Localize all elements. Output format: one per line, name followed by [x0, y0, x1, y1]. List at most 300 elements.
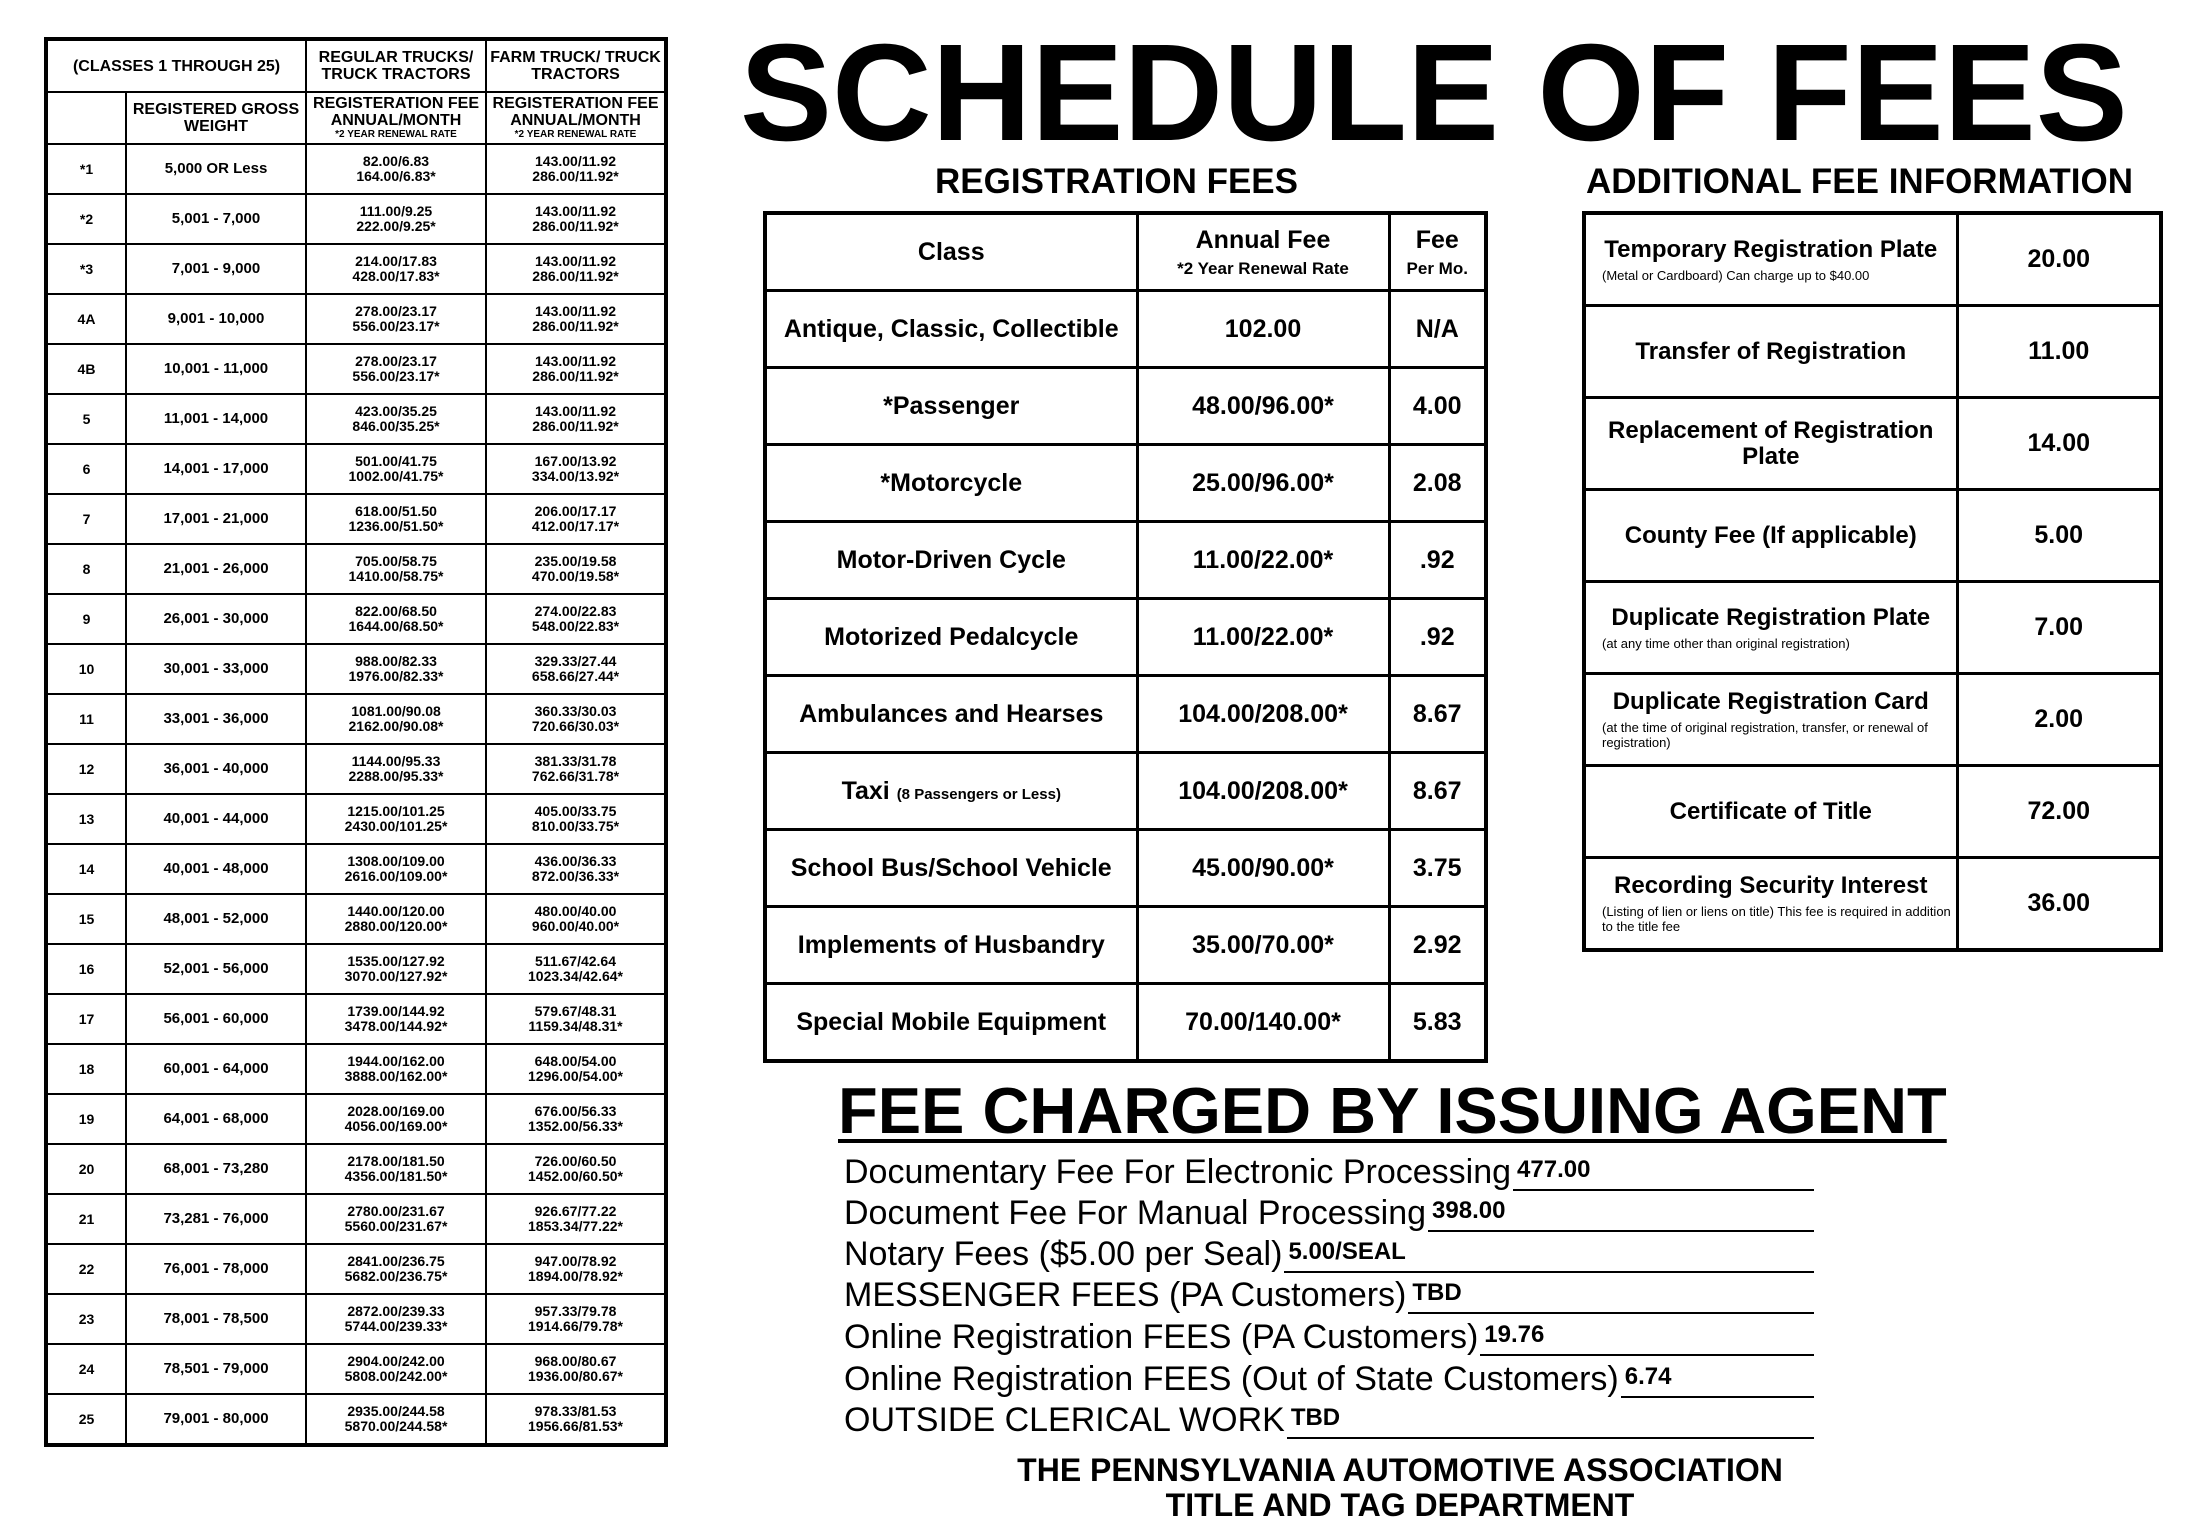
farm-renewal-rate: 720.66/30.03*: [531, 718, 620, 734]
regular-annual-month: 1308.00/109.00: [347, 853, 445, 869]
additional-fee-row: [1584, 858, 2161, 951]
regular-renewal-rate: 1644.00/68.50*: [348, 618, 444, 634]
additional-fee-label: Temporary Registration Plate: [1604, 235, 1938, 263]
agent-fee-underline: [1480, 1354, 1814, 1356]
truck-class-cell: 8: [46, 544, 126, 594]
farm-annual-month: 329.33/27.44: [534, 653, 617, 669]
reg-class-cell: [765, 445, 1137, 522]
reg-class-cell: [765, 753, 1137, 830]
truck-regular-fee-cell: [306, 844, 486, 894]
farm-annual-month: 648.00/54.00: [534, 1053, 617, 1069]
truck-regular-fee-cell: [306, 894, 486, 944]
truck-weight-cell: 64,001 - 68,000: [126, 1094, 306, 1144]
regular-renewal-rate: 4356.00/181.50*: [344, 1168, 448, 1184]
truck-farm-fee-cell: [486, 144, 666, 194]
reg-header-class: Class: [765, 213, 1137, 291]
farm-renewal-rate: 1936.00/80.67*: [528, 1368, 623, 1384]
agent-fee-line: [844, 1153, 1944, 1193]
reg-header-fee-sub: Per Mo.: [1406, 258, 1468, 278]
truck-weight-cell: 5,000 OR Less: [126, 144, 306, 194]
farm-annual-month: 926.67/77.22: [534, 1203, 617, 1219]
truck-farm-fee-cell: [486, 594, 666, 644]
reg-class-label: Ambulances and Hearses: [799, 699, 1104, 728]
farm-renewal-rate: 548.00/22.83*: [531, 618, 620, 634]
regular-annual-month: 278.00/23.17: [355, 303, 437, 319]
farm-renewal-rate: 286.00/11.92*: [532, 418, 619, 434]
regular-annual-month: 705.00/58.75: [355, 553, 437, 569]
reg-monthly-cell: 4.00: [1389, 368, 1486, 445]
reg-class-cell: [765, 368, 1137, 445]
truck-regular-fee-cell: [306, 694, 486, 744]
agent-fee-value: 6.74: [1624, 1363, 1672, 1390]
truck-regular-fee-cell: [306, 1144, 486, 1194]
truck-table-row: [46, 794, 666, 844]
registration-row: [765, 522, 1486, 599]
farm-annual-month: 579.67/48.31: [534, 1003, 617, 1019]
truck-farm-fee-cell: [486, 944, 666, 994]
truck-table-row: [46, 194, 666, 244]
additional-fee-value: 14.00: [1957, 398, 2161, 490]
registration-fees-heading: REGISTRATION FEES: [935, 162, 1298, 201]
additional-fee-label: Certificate of Title: [1669, 797, 1872, 825]
regular-annual-month: 2178.00/181.50: [347, 1153, 445, 1169]
truck-weight-cell: 78,001 - 78,500: [126, 1294, 306, 1344]
truck-farm-fee-cell: [486, 294, 666, 344]
reg-monthly-cell: 8.67: [1389, 753, 1486, 830]
registration-row: [765, 753, 1486, 830]
regular-renewal-rate: 556.00/23.17*: [352, 368, 440, 384]
truck-regular-fee-cell: [306, 644, 486, 694]
truck-fee-table: [44, 37, 668, 1447]
registration-row: [765, 445, 1486, 522]
farm-annual-month: 381.33/31.78: [534, 753, 617, 769]
truck-class-cell: 12: [46, 744, 126, 794]
regular-annual-month: 618.00/51.50: [355, 503, 437, 519]
registration-row: [765, 907, 1486, 984]
truck-class-cell: 4B: [46, 344, 126, 394]
truck-class-cell: 14: [46, 844, 126, 894]
agent-fee-line: [844, 1401, 1944, 1441]
farm-annual-month: 143.00/11.92: [535, 303, 616, 319]
truck-weight-cell: 14,001 - 17,000: [126, 444, 306, 494]
truck-subheader-weight: REGISTERED GROSS WEIGHT: [126, 92, 306, 144]
additional-fee-label: Duplicate Registration Plate: [1611, 603, 1931, 631]
truck-farm-fee-cell: [486, 1344, 666, 1394]
regular-renewal-rate: 1410.00/58.75*: [348, 568, 444, 584]
truck-table-row: [46, 344, 666, 394]
reg-annual-cell: 11.00/22.00*: [1137, 522, 1389, 599]
truck-farm-fee-cell: [486, 1194, 666, 1244]
reg-monthly-cell: 8.67: [1389, 676, 1486, 753]
farm-renewal-rate: 470.00/19.58*: [531, 568, 620, 584]
reg-class-cell: [765, 907, 1137, 984]
reg-class-label: Implements of Husbandry: [797, 930, 1105, 959]
truck-regular-fee-cell: [306, 294, 486, 344]
truck-table-row: [46, 494, 666, 544]
regular-renewal-rate: 2288.00/95.33*: [348, 768, 444, 784]
truck-weight-cell: 68,001 - 73,280: [126, 1144, 306, 1194]
truck-class-cell: 4A: [46, 294, 126, 344]
truck-regular-fee-cell: [306, 1344, 486, 1394]
agent-fee-line: [844, 1235, 1944, 1275]
farm-renewal-rate: 1956.66/81.53*: [528, 1418, 623, 1434]
agent-fee-value: 477.00: [1517, 1156, 1591, 1183]
reg-annual-cell: 45.00/90.00*: [1137, 830, 1389, 907]
truck-regular-fee-cell: [306, 994, 486, 1044]
truck-regular-fee-cell: [306, 1094, 486, 1144]
additional-fee-label-cell: [1584, 766, 1957, 858]
truck-subheader-empty: [46, 92, 126, 144]
truck-table-row: [46, 694, 666, 744]
truck-class-cell: 22: [46, 1244, 126, 1294]
farm-annual-month: 143.00/11.92: [535, 153, 616, 169]
truck-regular-fee-cell: [306, 1244, 486, 1294]
truck-table-row: [46, 994, 666, 1044]
truck-table-row: [46, 1044, 666, 1094]
registration-fees-table: [763, 211, 1488, 1063]
issuing-agent-heading: FEE CHARGED BY ISSUING AGENT: [838, 1074, 1947, 1147]
regular-renewal-rate: 846.00/35.25*: [352, 418, 440, 434]
truck-subheader-renewal-label: *2 YEAR RENEWAL RATE: [335, 129, 457, 140]
regular-annual-month: 1144.00/95.33: [351, 753, 441, 769]
truck-table-row: [46, 1244, 666, 1294]
farm-renewal-rate: 412.00/17.17*: [531, 518, 620, 534]
truck-farm-fee-cell: [486, 444, 666, 494]
truck-class-cell: *3: [46, 244, 126, 294]
truck-farm-fee-cell: [486, 494, 666, 544]
truck-weight-cell: 5,001 - 7,000: [126, 194, 306, 244]
farm-renewal-rate: 1452.00/60.50*: [528, 1168, 623, 1184]
additional-fee-label: Duplicate Registration Card: [1612, 688, 1929, 715]
truck-subheader-regular-fee: [306, 92, 486, 144]
truck-class-cell: 18: [46, 1044, 126, 1094]
farm-renewal-rate: 658.66/27.44*: [531, 668, 620, 684]
agent-fee-underline: [1513, 1189, 1814, 1191]
registration-row: [765, 291, 1486, 368]
additional-fee-row: [1584, 766, 2161, 858]
reg-class-cell: [765, 522, 1137, 599]
reg-class-label: Motor-Driven Cycle: [836, 545, 1066, 574]
truck-weight-cell: 73,281 - 76,000: [126, 1194, 306, 1244]
regular-annual-month: 111.00/9.25: [359, 203, 433, 219]
regular-annual-month: 2780.00/231.67: [347, 1203, 445, 1219]
additional-fee-note: (Listing of lien or liens on title) This fee is required in addition to the title fee: [1602, 904, 1951, 934]
farm-renewal-rate: 1023.34/42.64*: [528, 968, 623, 984]
truck-class-cell: 6: [46, 444, 126, 494]
agent-fee-label: Online Registration FEES (Out of State Customers): [844, 1360, 1619, 1398]
truck-regular-fee-cell: [306, 394, 486, 444]
truck-regular-fee-cell: [306, 1294, 486, 1344]
regular-renewal-rate: 556.00/23.17*: [352, 318, 440, 334]
reg-annual-cell: 11.00/22.00*: [1137, 599, 1389, 676]
truck-farm-fee-cell: [486, 344, 666, 394]
truck-table-row: [46, 1344, 666, 1394]
truck-weight-cell: 30,001 - 33,000: [126, 644, 306, 694]
reg-annual-cell: 104.00/208.00*: [1137, 753, 1389, 830]
additional-fee-row: [1584, 674, 2161, 766]
agent-fee-value: TBD: [1290, 1404, 1341, 1431]
truck-regular-fee-cell: [306, 1194, 486, 1244]
farm-annual-month: 143.00/11.92: [535, 403, 616, 419]
truck-weight-cell: 7,001 - 9,000: [126, 244, 306, 294]
farm-renewal-rate: 762.66/31.78*: [531, 768, 620, 784]
registration-row: [765, 368, 1486, 445]
truck-header-farm: FARM TRUCK/ TRUCK TRACTORS: [486, 39, 666, 92]
additional-fee-row: [1584, 213, 2161, 306]
reg-class-label: Special Mobile Equipment: [796, 1007, 1107, 1036]
truck-weight-cell: 36,001 - 40,000: [126, 744, 306, 794]
farm-renewal-rate: 1914.66/79.78*: [528, 1318, 623, 1334]
regular-renewal-rate: 2880.00/120.00*: [344, 918, 448, 934]
truck-class-cell: 25: [46, 1394, 126, 1445]
truck-table-row: [46, 1144, 666, 1194]
truck-regular-fee-cell: [306, 744, 486, 794]
regular-annual-month: 1440.00/120.00: [347, 903, 445, 919]
additional-fee-label: Recording Security Interest: [1614, 872, 1928, 899]
additional-fee-label: Transfer of Registration: [1635, 337, 1907, 365]
regular-renewal-rate: 222.00/9.25*: [356, 218, 436, 234]
truck-regular-fee-cell: [306, 1044, 486, 1094]
truck-class-cell: 23: [46, 1294, 126, 1344]
farm-renewal-rate: 286.00/11.92*: [532, 168, 619, 184]
additional-fee-value: 5.00: [1957, 490, 2161, 582]
reg-class-label: *Passenger: [883, 391, 1020, 420]
truck-table-row: [46, 944, 666, 994]
reg-annual-cell: 70.00/140.00*: [1137, 984, 1389, 1062]
agent-fee-underline: [1408, 1312, 1814, 1314]
regular-annual-month: 1215.00/101.25: [347, 803, 445, 819]
agent-fee-value: TBD: [1412, 1279, 1462, 1306]
farm-annual-month: 235.00/19.58: [534, 553, 617, 569]
agent-fee-label: Online Registration FEES (PA Customers): [844, 1318, 1479, 1356]
reg-class-cell: [765, 599, 1137, 676]
truck-class-cell: 13: [46, 794, 126, 844]
farm-annual-month: 206.00/17.17: [534, 503, 617, 519]
farm-renewal-rate: 334.00/13.92*: [531, 468, 620, 484]
truck-table-row: [46, 294, 666, 344]
truck-weight-cell: 40,001 - 44,000: [126, 794, 306, 844]
reg-class-cell: [765, 291, 1137, 368]
regular-renewal-rate: 1002.00/41.75*: [348, 468, 444, 484]
agent-fee-line: [844, 1276, 1944, 1316]
additional-fee-value: 72.00: [1957, 766, 2161, 858]
reg-header-annual-sub: *2 Year Renewal Rate: [1177, 258, 1349, 278]
reg-class-cell: [765, 676, 1137, 753]
farm-renewal-rate: 810.00/33.75*: [531, 818, 620, 834]
agent-fee-underline: [1621, 1396, 1814, 1398]
reg-header-fee-label: Fee: [1415, 225, 1459, 254]
regular-renewal-rate: 5744.00/239.33*: [344, 1318, 448, 1334]
truck-regular-fee-cell: [306, 194, 486, 244]
reg-monthly-cell: 2.92: [1389, 907, 1486, 984]
truck-class-cell: 19: [46, 1094, 126, 1144]
agent-fee-underline: [1428, 1230, 1814, 1232]
additional-fee-heading: ADDITIONAL FEE INFORMATION: [1586, 162, 2134, 201]
regular-annual-month: 2028.00/169.00: [347, 1103, 445, 1119]
farm-annual-month: 436.00/36.33: [534, 853, 617, 869]
additional-fee-label-cell: [1584, 582, 1957, 674]
additional-fee-row: [1584, 582, 2161, 674]
agent-fee-label: Document Fee For Manual Processing: [844, 1194, 1427, 1232]
farm-annual-month: 143.00/11.92: [535, 253, 616, 269]
additional-fee-row: [1584, 306, 2161, 398]
additional-fee-value: 36.00: [1957, 858, 2161, 951]
truck-regular-fee-cell: [306, 944, 486, 994]
truck-table-row: [46, 1194, 666, 1244]
truck-farm-fee-cell: [486, 694, 666, 744]
truck-weight-cell: 79,001 - 80,000: [126, 1394, 306, 1445]
additional-fee-row: [1584, 490, 2161, 582]
reg-header-annual: [1137, 213, 1389, 291]
truck-farm-fee-cell: [486, 1144, 666, 1194]
farm-renewal-rate: 1853.34/77.22*: [528, 1218, 623, 1234]
truck-class-cell: 24: [46, 1344, 126, 1394]
farm-renewal-rate: 286.00/11.92*: [532, 368, 619, 384]
additional-fee-table: [1582, 211, 2163, 952]
additional-fee-note: (Metal or Cardboard) Can charge up to $40.00: [1602, 267, 1870, 283]
farm-renewal-rate: 286.00/11.92*: [532, 268, 619, 284]
additional-fee-note: (at any time other than original registration): [1602, 635, 1850, 651]
truck-table-row: [46, 844, 666, 894]
registration-row: [765, 830, 1486, 907]
truck-weight-cell: 11,001 - 14,000: [126, 394, 306, 444]
agent-fee-underline: [1284, 1271, 1814, 1273]
truck-weight-cell: 40,001 - 48,000: [126, 844, 306, 894]
regular-renewal-rate: 2430.00/101.25*: [344, 818, 448, 834]
truck-weight-cell: 21,001 - 26,000: [126, 544, 306, 594]
truck-farm-fee-cell: [486, 544, 666, 594]
regular-renewal-rate: 2616.00/109.00*: [344, 868, 448, 884]
truck-class-cell: 15: [46, 894, 126, 944]
reg-class-label: School Bus/School Vehicle: [790, 853, 1112, 882]
additional-fee-label-cell: [1584, 306, 1957, 398]
truck-class-cell: 11: [46, 694, 126, 744]
truck-farm-fee-cell: [486, 844, 666, 894]
additional-fee-label-cell: [1584, 490, 1957, 582]
truck-weight-cell: 48,001 - 52,000: [126, 894, 306, 944]
reg-monthly-cell: N/A: [1389, 291, 1486, 368]
additional-fee-label-cell: [1584, 213, 1957, 306]
truck-table-body: [46, 144, 666, 1445]
regular-annual-month: 278.00/23.17: [355, 353, 437, 369]
truck-regular-fee-cell: [306, 244, 486, 294]
truck-farm-fee-cell: [486, 244, 666, 294]
regular-renewal-rate: 3478.00/144.92*: [344, 1018, 448, 1034]
reg-class-label: Motorized Pedalcycle: [824, 622, 1079, 651]
truck-table-row: [46, 144, 666, 194]
agent-fee-label: OUTSIDE CLERICAL WORK: [844, 1401, 1285, 1439]
truck-subheader-farm-fee: [486, 92, 666, 144]
truck-regular-fee-cell: [306, 794, 486, 844]
farm-annual-month: 274.00/22.83: [534, 603, 617, 619]
truck-weight-cell: 52,001 - 56,000: [126, 944, 306, 994]
regular-annual-month: 2935.00/244.58: [347, 1403, 445, 1419]
reg-header-annual-label: Annual Fee: [1195, 225, 1331, 254]
farm-renewal-rate: 1894.00/78.92*: [528, 1268, 623, 1284]
farm-annual-month: 726.00/60.50: [534, 1153, 617, 1169]
truck-table-row: [46, 644, 666, 694]
registration-table-header: [765, 213, 1486, 291]
additional-fee-label-cell: [1584, 398, 1957, 490]
farm-annual-month: 676.00/56.33: [534, 1103, 617, 1119]
additional-fee-note: (at the time of original registration, transfer, or renewal of registration): [1602, 720, 1928, 750]
truck-farm-fee-cell: [486, 994, 666, 1044]
agent-fee-value: 5.00/SEAL: [1288, 1238, 1406, 1265]
truck-class-cell: 7: [46, 494, 126, 544]
footer-association: THE PENNSYLVANIA AUTOMOTIVE ASSOCIATION: [1017, 1452, 1783, 1488]
regular-renewal-rate: 1976.00/82.33*: [348, 668, 444, 684]
farm-renewal-rate: 286.00/11.92*: [532, 318, 619, 334]
regular-annual-month: 2872.00/239.33: [347, 1303, 445, 1319]
truck-table-row: [46, 544, 666, 594]
farm-annual-month: 143.00/11.92: [535, 203, 616, 219]
additional-fee-label: County Fee (If applicable): [1624, 521, 1917, 549]
truck-subheader-fee-label: REGISTERATION FEE ANNUAL/MONTH: [492, 95, 659, 129]
regular-annual-month: 423.00/35.25: [355, 403, 437, 419]
truck-farm-fee-cell: [486, 1094, 666, 1144]
truck-class-cell: 5: [46, 394, 126, 444]
truck-regular-fee-cell: [306, 594, 486, 644]
truck-regular-fee-cell: [306, 344, 486, 394]
regular-annual-month: 82.00/6.83: [362, 153, 430, 169]
agent-fee-line: [844, 1194, 1944, 1234]
additional-fee-label-cell: [1584, 858, 1957, 951]
reg-class-label: Taxi: [841, 776, 890, 805]
reg-annual-cell: 48.00/96.00*: [1137, 368, 1389, 445]
farm-renewal-rate: 960.00/40.00*: [531, 918, 620, 934]
reg-monthly-cell: .92: [1389, 599, 1486, 676]
truck-weight-cell: 60,001 - 64,000: [126, 1044, 306, 1094]
registration-table-body: [765, 291, 1486, 1062]
reg-monthly-cell: 2.08: [1389, 445, 1486, 522]
registration-row: [765, 599, 1486, 676]
truck-table-row: [46, 244, 666, 294]
regular-annual-month: 1081.00/90.08: [351, 703, 441, 719]
truck-farm-fee-cell: [486, 894, 666, 944]
truck-class-cell: 16: [46, 944, 126, 994]
reg-class-label: Antique, Classic, Collectible: [783, 314, 1119, 343]
truck-farm-fee-cell: [486, 1394, 666, 1445]
additional-fee-value: 2.00: [1957, 674, 2161, 766]
reg-annual-cell: 25.00/96.00*: [1137, 445, 1389, 522]
additional-fee-label-cell: [1584, 674, 1957, 766]
truck-table-row: [46, 1094, 666, 1144]
reg-header-fee: [1389, 213, 1486, 291]
truck-table-header-row: [46, 39, 666, 92]
farm-annual-month: 167.00/13.92: [534, 453, 617, 469]
additional-fee-value: 20.00: [1957, 213, 2161, 306]
farm-renewal-rate: 1296.00/54.00*: [528, 1068, 623, 1084]
truck-regular-fee-cell: [306, 544, 486, 594]
farm-annual-month: 511.67/42.64: [535, 953, 616, 969]
regular-renewal-rate: 1236.00/51.50*: [348, 518, 444, 534]
regular-renewal-rate: 5870.00/244.58*: [344, 1418, 448, 1434]
truck-regular-fee-cell: [306, 1394, 486, 1445]
truck-regular-fee-cell: [306, 444, 486, 494]
agent-fee-value: 19.76: [1484, 1321, 1545, 1348]
page-title: SCHEDULE OF FEES: [740, 16, 2128, 170]
truck-weight-cell: 26,001 - 30,000: [126, 594, 306, 644]
agent-fee-line: [844, 1360, 1944, 1400]
farm-annual-month: 480.00/40.00: [534, 903, 617, 919]
truck-table-row: [46, 594, 666, 644]
truck-header-regular: REGULAR TRUCKS/ TRUCK TRACTORS: [306, 39, 486, 92]
agent-fee-label: Documentary Fee For Electronic Processing: [844, 1153, 1512, 1191]
truck-table-subheader-row: [46, 92, 666, 144]
agent-fee-label: MESSENGER FEES (PA Customers): [844, 1276, 1407, 1314]
reg-annual-cell: 102.00: [1137, 291, 1389, 368]
farm-annual-month: 957.33/79.78: [534, 1303, 617, 1319]
